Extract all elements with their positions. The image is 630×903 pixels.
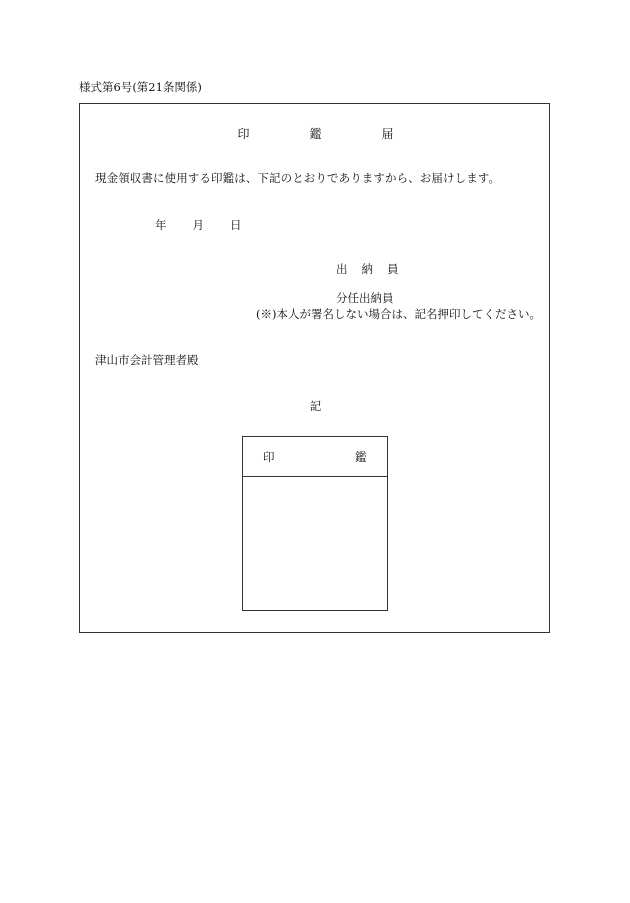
date-year-label: 年 (155, 218, 167, 232)
date-month-label: 月 (192, 218, 204, 232)
seal-header-char-2: 鑑 (355, 450, 367, 464)
seal-box-header (243, 437, 387, 477)
cashier-label (336, 264, 399, 276)
form-frame (79, 103, 550, 633)
form-title-char-2: 鑑 (309, 127, 322, 141)
form-title (80, 128, 551, 140)
form-title-char-1: 印 (237, 127, 250, 141)
seal-impression-area[interactable] (243, 477, 387, 610)
signature-note: (※)本人が署名しない場合は、記名押印してください。 (256, 307, 541, 321)
form-number-label: 様式第6号(第21条関係) (79, 80, 202, 94)
seal-header-char-1: 印 (263, 450, 275, 464)
cashier-label-char-2: 納 (361, 262, 373, 276)
sub-cashier-label: 分任出納員 (336, 291, 394, 305)
date-day-label: 日 (230, 218, 242, 232)
ki-label: 記 (309, 399, 322, 413)
form-title-char-3: 届 (381, 127, 394, 141)
cashier-label-char-3: 員 (387, 262, 399, 276)
seal-box (242, 436, 388, 611)
cashier-label-char-1: 出 (336, 262, 348, 276)
addressee: 津山市会計管理者殿 (95, 353, 199, 367)
date-row (155, 220, 242, 232)
intro-text: 現金領収書に使用する印鑑は、下記のとおりでありますから、お届けします。 (95, 171, 501, 185)
